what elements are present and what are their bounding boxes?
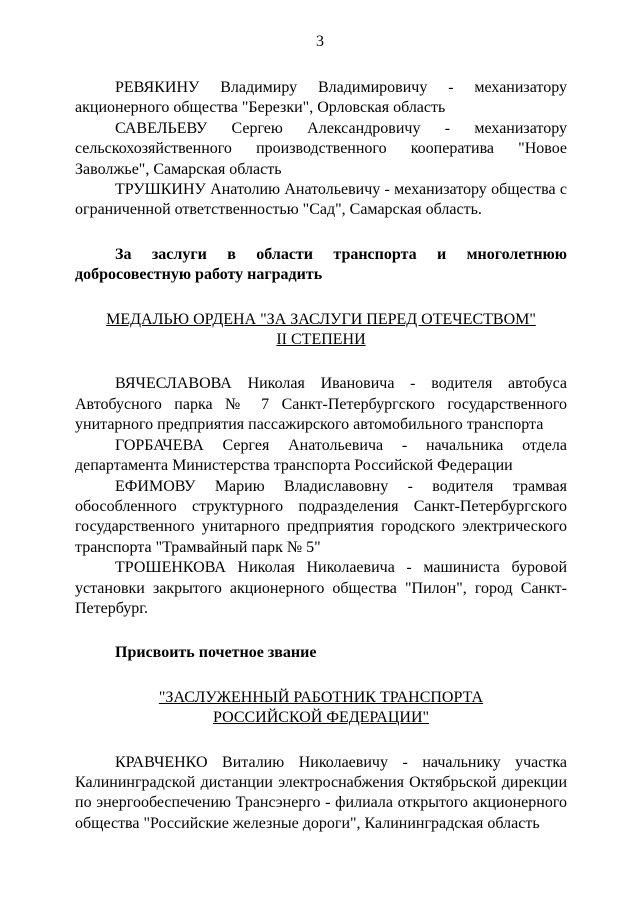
award-intro: За заслуги в области транспорта и многолетнюю добросовестную работу наградить <box>75 245 567 284</box>
person-entry: РЕВЯКИНУ Владимиру Владимировичу - механизатору акционерного общества "Березки", Орловская область <box>75 79 567 117</box>
person-entry: ТРУШКИНУ Анатолию Анатольевичу - механизатору общества с ограниченной ответственностью "Сад", Самарская область. <box>75 181 567 219</box>
person-entry: ВЯЧЕСЛАВОВА Николая Ивановича - водителя автобуса Автобусного парка № 7 Санкт-Петербургского государственного унитарного предприятия пассажирского автомобильного транспорта <box>75 375 567 434</box>
award-title-line2: II СТЕПЕНИ <box>276 331 366 349</box>
person-entry: ЕФИМОВУ Марию Владиславовну - водителя трамвая обособленного структурного подразделения Санкт-Петербургского государственного унитарного предприятия городского электрического транспорта "Трамвайный парк № 5" <box>75 477 567 556</box>
page-number: 3 <box>316 33 324 50</box>
honorary-title-line2: РОССИЙСКОЙ ФЕДЕРАЦИИ" <box>212 709 430 727</box>
person-entry: САВЕЛЬЕВУ Сергею Александровичу - механизатору сельскохозяйственного производственного кооператива "Новое Заволжье", Самарская область <box>75 119 567 178</box>
honorary-title-intro: Присвоить почетное звание <box>115 644 317 662</box>
honorary-title-line1: "ЗАСЛУЖЕННЫЙ РАБОТНИК ТРАНСПОРТА <box>158 688 484 706</box>
document-body <box>75 78 567 834</box>
person-entry: ТРОШЕНКОВА Николая Николаевича - машиниста буровой установки закрытого акционерного общества "Пилон", город Санкт-Петербург. <box>75 559 567 617</box>
award-title-line1: МЕДАЛЬЮ ОРДЕНА "ЗА ЗАСЛУГИ ПЕРЕД ОТЕЧЕСТВОМ" <box>106 310 536 328</box>
person-entry: КРАВЧЕНКО Виталию Николаевичу - начальнику участка Калининградской дистанции электроснабжения Октябрьской дирекции по энергообеспечению Трансэнерго - филиала открытого акционерного общества "Российские железные дороги", Калининградская область <box>75 753 567 832</box>
person-entry: ГОРБАЧЕВА Сергея Анатольевича - начальника отдела департамента Министерства транспорта Российской Федерации <box>75 436 567 475</box>
